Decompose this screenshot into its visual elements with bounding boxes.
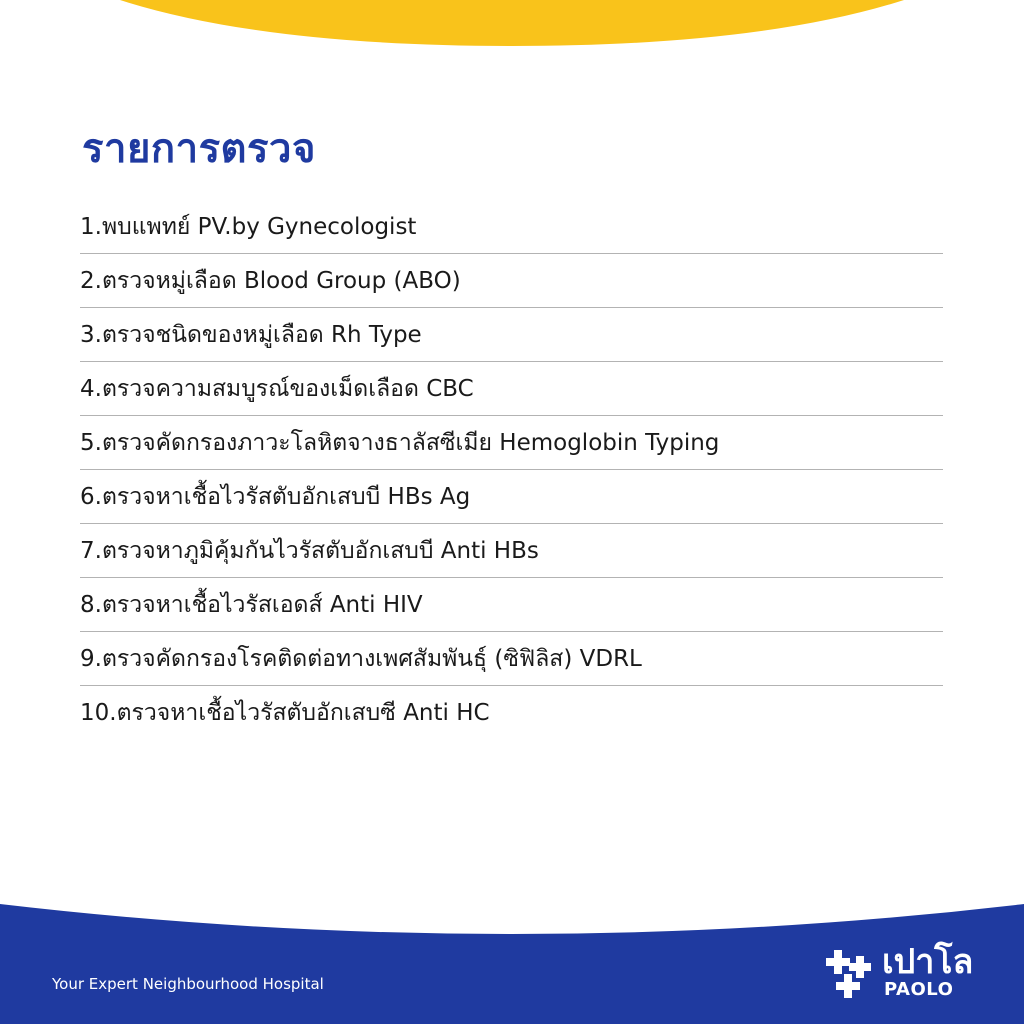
list-item: 1.พบแพทย์ PV.by Gynecologist	[80, 200, 943, 254]
medical-cross-icon	[826, 950, 876, 998]
list-item: 9.ตรวจคัดกรองโรคติดต่อทางเพศสัมพันธุ์ (ซิฟิลิส) VDRL	[80, 632, 943, 686]
page-title: รายการตรวจ	[82, 126, 316, 172]
list-item: 8.ตรวจหาเชื้อไวรัสเอดส์ Anti HIV	[80, 578, 943, 632]
list-item: 10.ตรวจหาเชื้อไวรัสตับอักเสบซี Anti HC	[80, 700, 490, 726]
list-item: 3.ตรวจชนิดของหมู่เลือด Rh Type	[80, 308, 943, 362]
list-item: 2.ตรวจหมู่เลือด Blood Group (ABO)	[80, 254, 943, 308]
list-item: 5.ตรวจคัดกรองภาวะโลหิตจางธาลัสซีเมีย Hemoglobin Typing	[80, 416, 943, 470]
footer-tagline: Your Expert Neighbourhood Hospital	[52, 975, 324, 993]
list-item: 4.ตรวจความสมบูรณ์ของเม็ดเลือด CBC	[80, 362, 943, 416]
list-item: 6.ตรวจหาเชื้อไวรัสตับอักเสบบี HBs Ag	[80, 470, 943, 524]
list-item: 7.ตรวจหาภูมิคุ้มกันไวรัสตับอักเสบบี Anti HBs	[80, 524, 943, 578]
logo-thai-text: เปาโล	[882, 942, 974, 982]
paolo-logo	[826, 944, 986, 1004]
top-decorative-band	[0, 0, 1024, 60]
exam-list	[80, 200, 943, 740]
logo-english-text: PAOLO	[884, 979, 954, 1000]
